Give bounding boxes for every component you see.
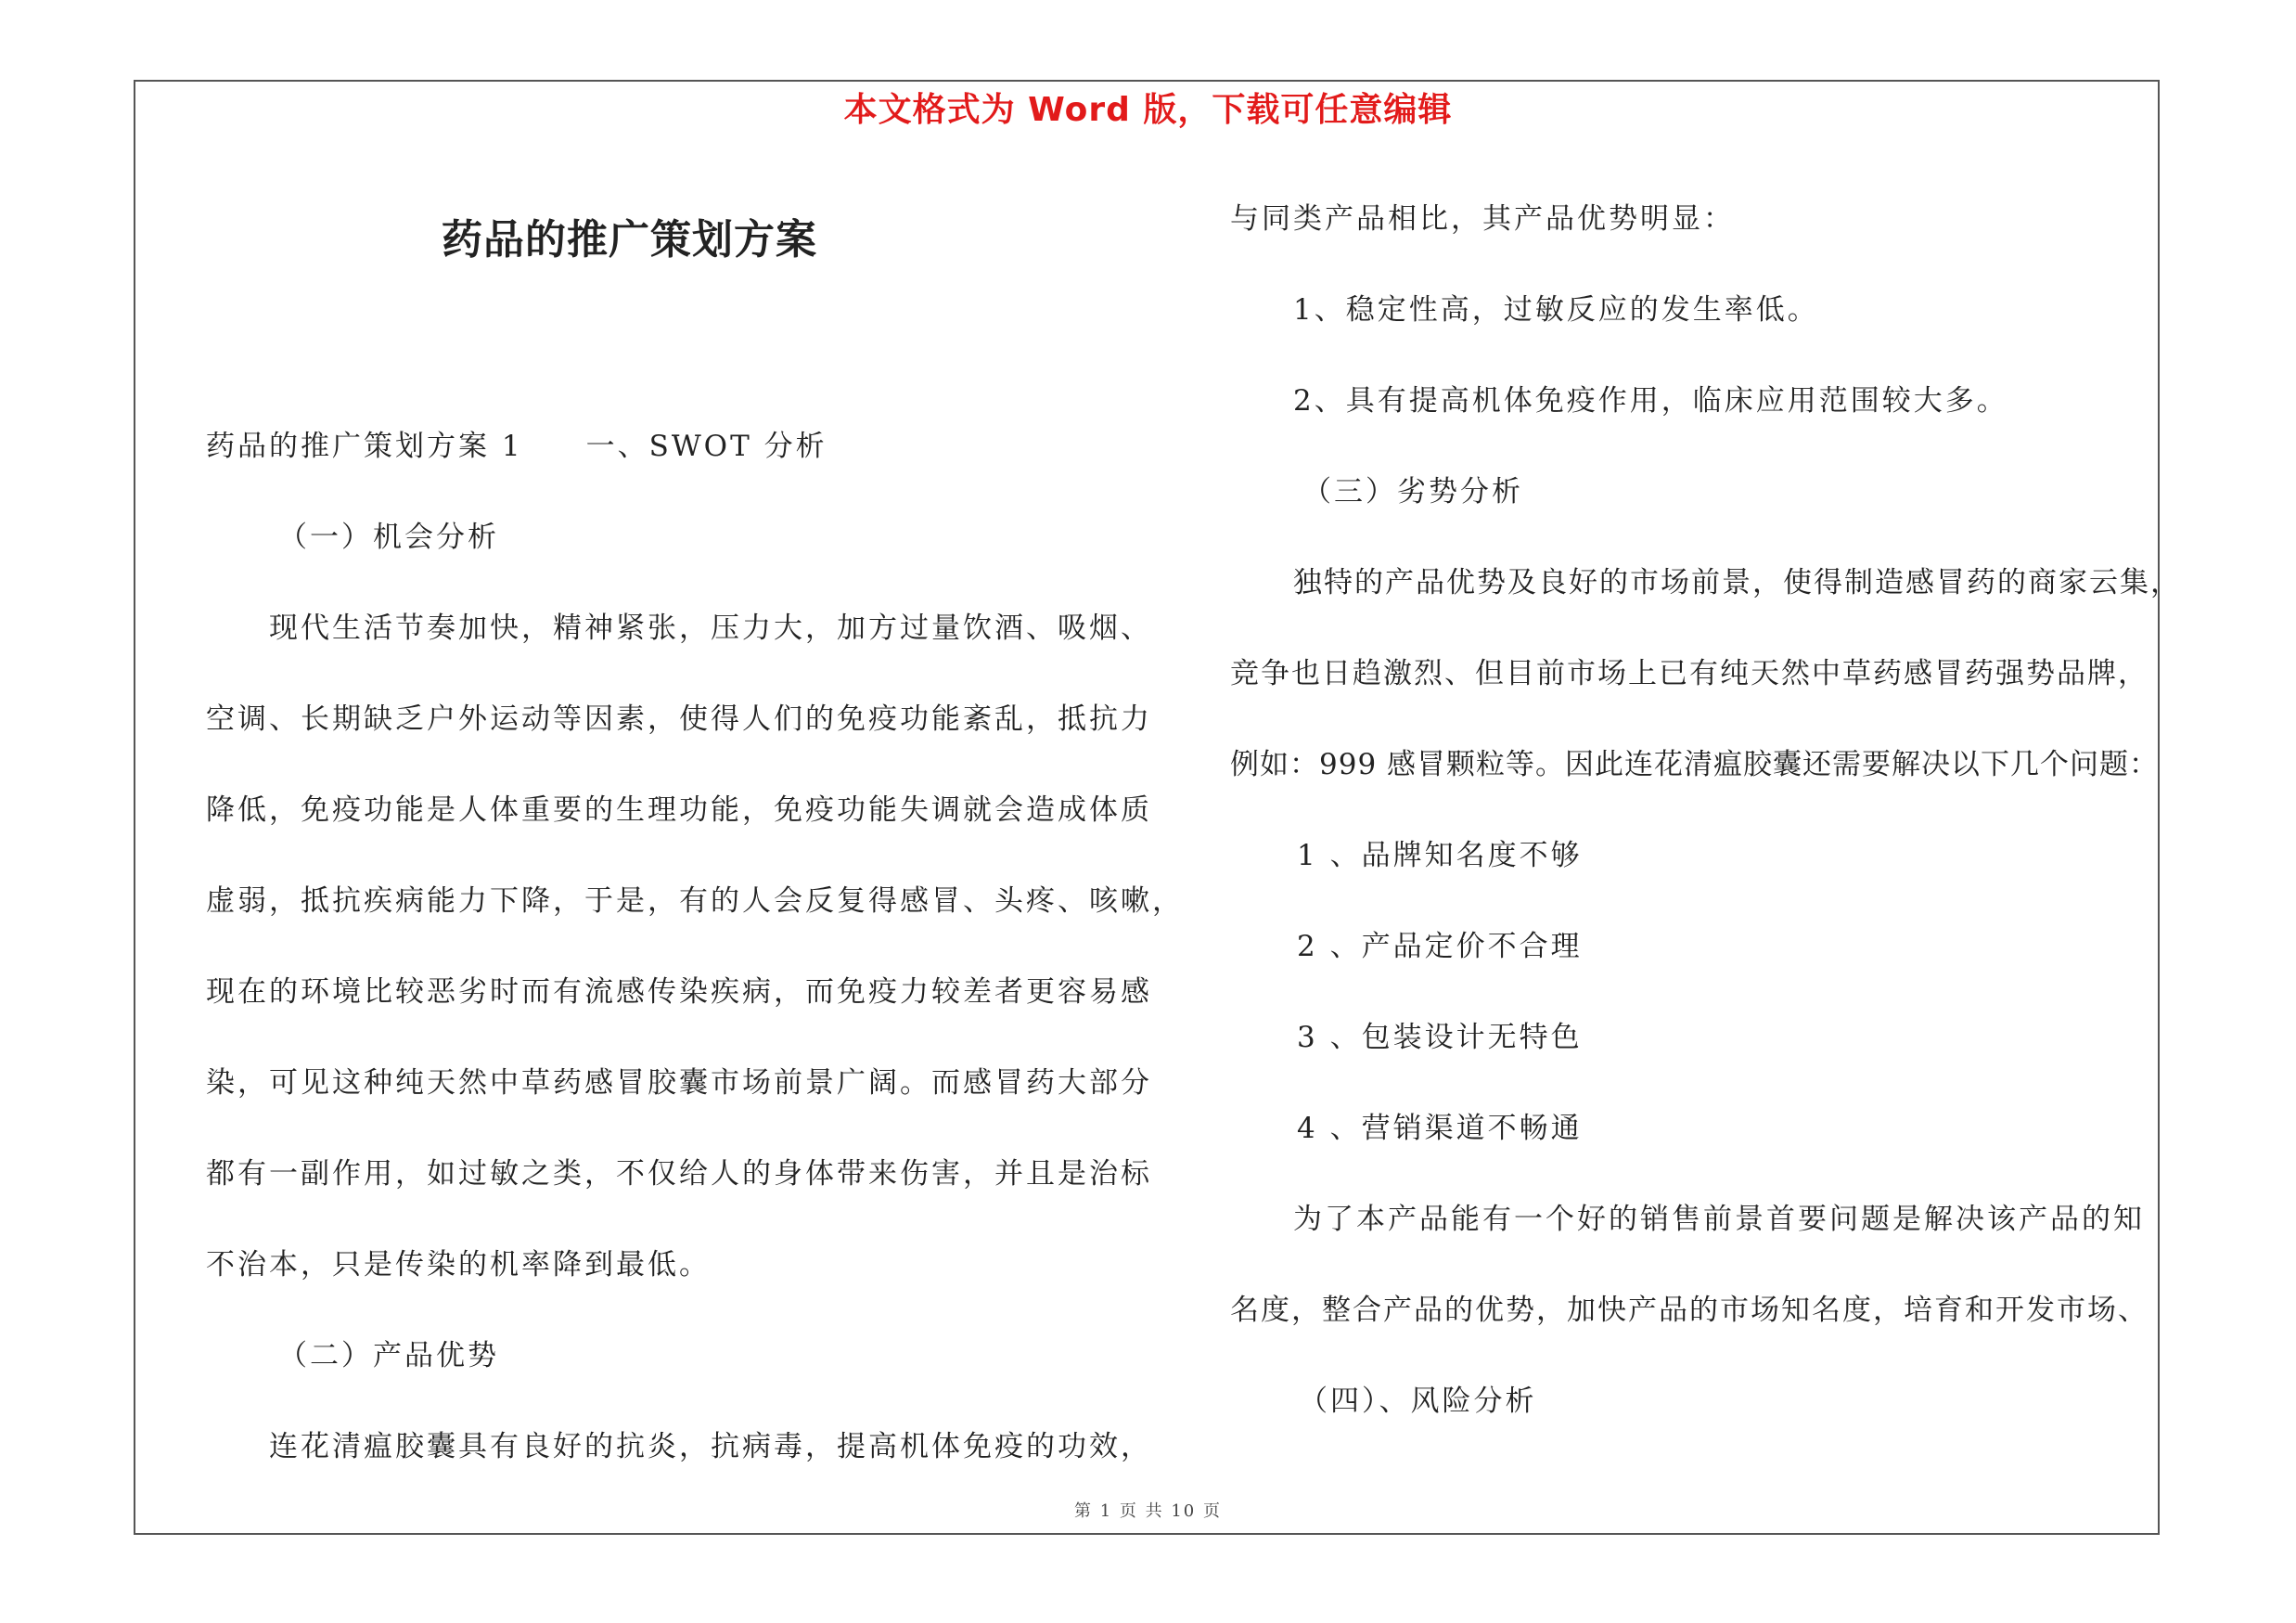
list-item: 2、具有提高机体免疫作用，临床应用范围较大多。	[1293, 384, 2008, 418]
paragraph-line: 与同类产品相比，其产品优势明显：	[1230, 202, 1735, 236]
list-item: 4 、营销渠道不畅通	[1297, 1112, 1583, 1145]
paragraph-line: 连花清瘟胶囊具有良好的抗炎，抗病毒，提高机体免疫的功效，	[269, 1430, 1152, 1463]
paragraph-line: 虚弱，抵抗疾病能力下降，于是，有的人会反复得感冒、头疼、咳嗽，	[206, 884, 1184, 918]
subheading-weakness: （三）劣势分析	[1302, 475, 1523, 509]
section-heading-swot: 药品的推广策划方案 1 一、SWOT 分析	[206, 430, 827, 463]
paragraph-line: 例如：999 感冒颗粒等。因此连花清瘟胶囊还需要解决以下几个问题：	[1230, 748, 2160, 781]
paragraph-line: 不治本，只是传染的机率降到最低。	[206, 1248, 711, 1282]
subheading-product-advantage: （二）产品优势	[278, 1339, 499, 1372]
page-number: 第 1 页 共 10 页	[1074, 1501, 1222, 1521]
subheading-risk: （四）、风险分析	[1299, 1385, 1537, 1418]
paragraph-line: 染，可见这种纯天然中草药感冒胶囊市场前景广阔。而感冒药大部分	[206, 1066, 1152, 1100]
paragraph-line: 名度，整合产品的优势，加快产品的市场知名度，培育和开发市场、	[1230, 1294, 2148, 1327]
format-notice-banner: 本文格式为 Word 版，下载可任意编辑	[843, 91, 1453, 129]
paragraph-line: 为了本产品能有一个好的销售前景首要问题是解决该产品的知	[1293, 1203, 2145, 1236]
paragraph-line: 现代生活节奏加快，精神紧张，压力大，加方过量饮酒、吸烟、	[269, 612, 1152, 645]
paragraph-line: 空调、长期缺乏户外运动等因素，使得人们的免疫功能紊乱，抵抗力	[206, 702, 1152, 736]
paragraph-line: 降低，免疫功能是人体重要的生理功能，免疫功能失调就会造成体质	[206, 793, 1152, 827]
paragraph-line: 现在的环境比较恶劣时而有流感传染疾病，而免疫力较差者更容易感	[206, 975, 1152, 1009]
subheading-opportunity: （一）机会分析	[278, 521, 499, 554]
list-item: 3 、包装设计无特色	[1297, 1021, 1583, 1054]
document-title: 药品的推广策划方案	[442, 216, 817, 264]
list-item: 1、稳定性高，过敏反应的发生率低。	[1293, 293, 1819, 327]
list-item: 1 、品牌知名度不够	[1297, 839, 1583, 872]
list-item: 2 、产品定价不合理	[1297, 930, 1583, 963]
paragraph-line: 竞争也日趋激烈、但目前市场上已有纯天然中草药感冒药强势品牌，	[1230, 657, 2148, 690]
paragraph-line: 独特的产品优势及良好的市场前景，使得制造感冒药的商家云集，	[1293, 566, 2181, 599]
paragraph-line: 都有一副作用，如过敏之类，不仅给人的身体带来伤害，并且是治标	[206, 1157, 1152, 1191]
